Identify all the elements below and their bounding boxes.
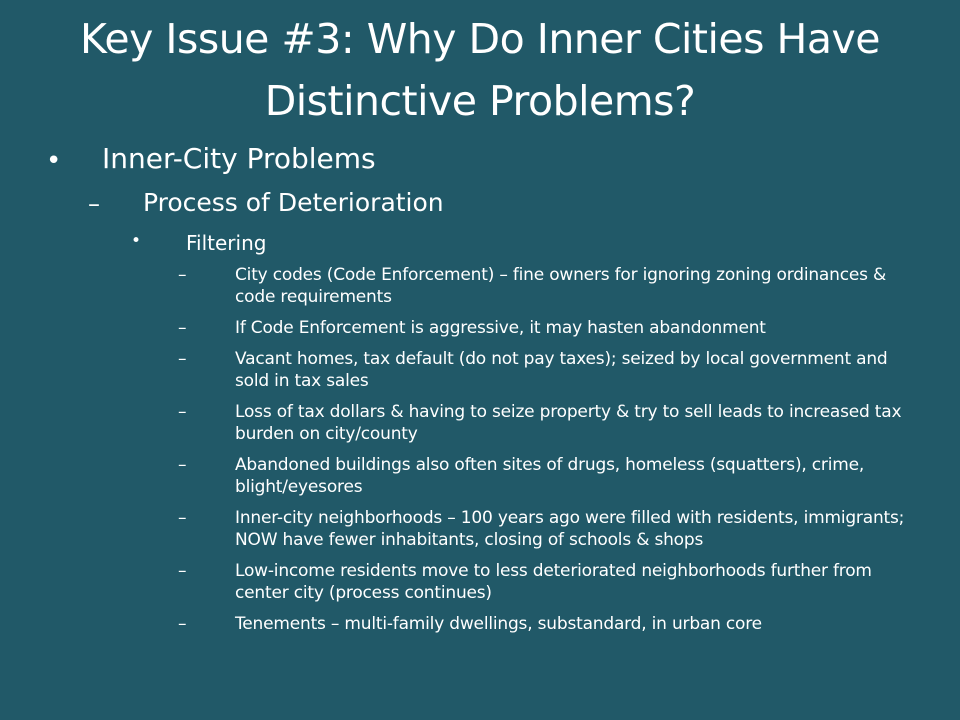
- subheading-process-of-deterioration: Process of Deterioration: [143, 188, 444, 217]
- dash-icon: –: [178, 508, 187, 528]
- dash-icon: –: [88, 190, 100, 218]
- list-item-text: Loss of tax dollars & having to seize property & try to sell leads to increased tax burden on city/county: [235, 402, 902, 444]
- list-item: [176, 613, 916, 635]
- dash-icon: –: [178, 561, 187, 581]
- list-item: [176, 401, 916, 445]
- list-item-text: Vacant homes, tax default (do not pay taxes); seized by local government and sold in tax sales: [235, 349, 888, 391]
- dash-icon: –: [178, 349, 187, 369]
- list-item-text: Abandoned buildings also often sites of drugs, homeless (squatters), crime, blight/eyesores: [235, 455, 865, 497]
- dash-icon: –: [178, 265, 187, 285]
- list-item-text: City codes (Code Enforcement) – fine owners for ignoring zoning ordinances & code requirements: [235, 265, 887, 307]
- list-item-text: If Code Enforcement is aggressive, it may hasten abandonment: [235, 318, 766, 338]
- dash-icon: –: [178, 614, 187, 634]
- bullet-icon: •: [46, 146, 62, 176]
- list-item: [176, 454, 916, 498]
- list-item: [176, 507, 916, 551]
- dash-icon: –: [178, 318, 187, 338]
- list-item: [176, 317, 916, 339]
- subheading-filtering: Filtering: [186, 231, 267, 255]
- list-item-text: Inner-city neighborhoods – 100 years ago were filled with residents, immigrants; NOW have fewer inhabitants, closing of schools & shops: [235, 508, 905, 550]
- slide-title: Key Issue #3: Why Do Inner Cities Have Distinctive Problems?: [80, 15, 880, 125]
- dash-icon: –: [178, 455, 187, 475]
- list-item: [176, 348, 916, 392]
- list-item-text: Tenements – multi-family dwellings, substandard, in urban core: [235, 614, 762, 634]
- dash-icon: –: [178, 402, 187, 422]
- list-item-text: Low-income residents move to less deteriorated neighborhoods further from center city (process continues): [235, 561, 872, 603]
- list-item: [176, 264, 916, 308]
- list-item: [176, 560, 916, 604]
- bullet-icon: •: [131, 231, 142, 251]
- heading-inner-city-problems: Inner-City Problems: [102, 142, 376, 175]
- detail-list: [176, 264, 916, 644]
